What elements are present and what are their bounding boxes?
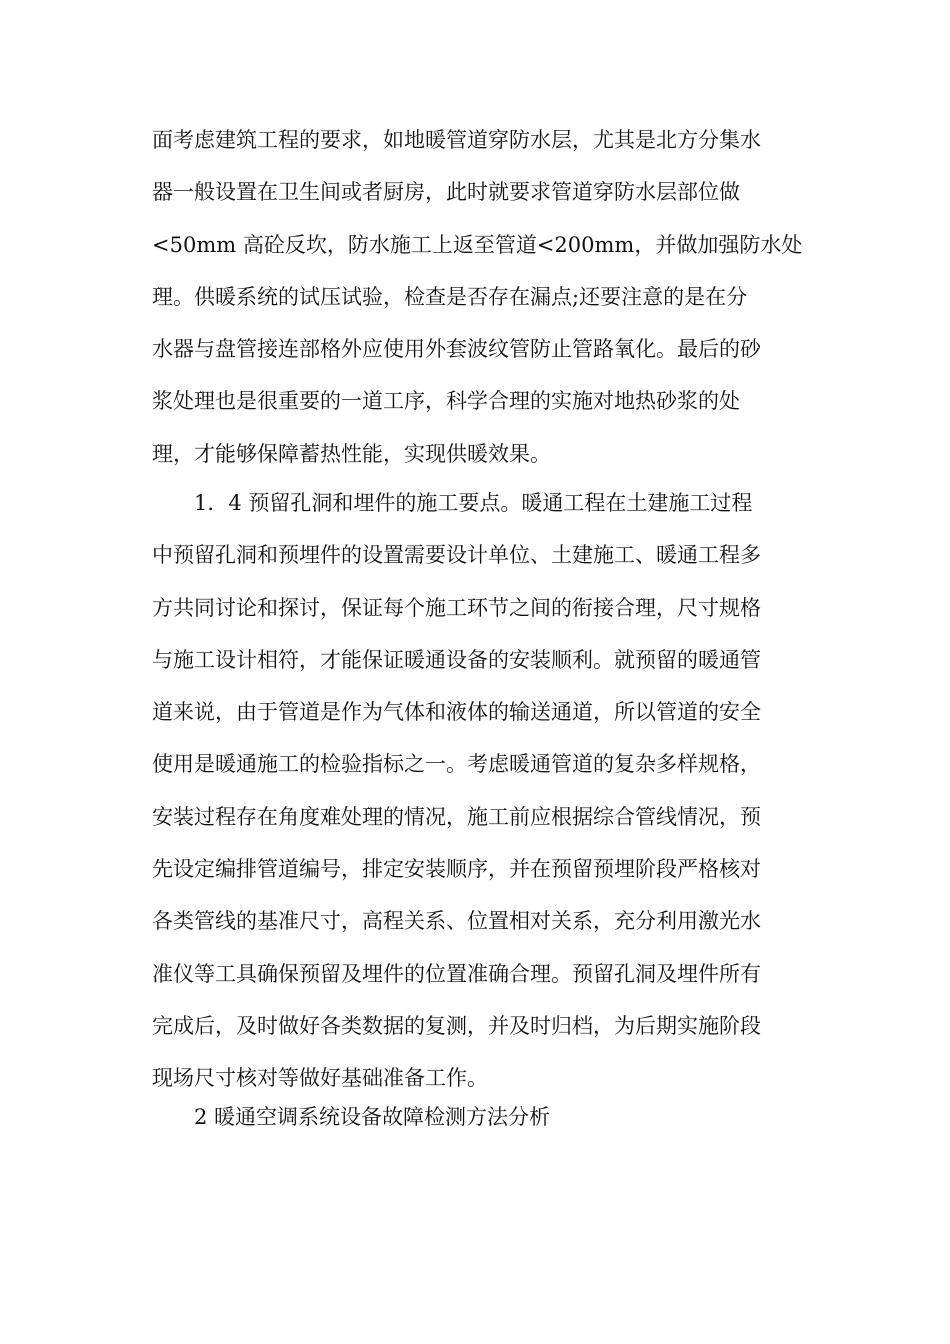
- text-line: <50mm 高砼反坎，防水施工上返至管道<200mm，并做加强防水处: [152, 232, 802, 257]
- text-line: 现场尺寸核对等做好基础准备工作。: [152, 1066, 488, 1091]
- text-line: 1．4 预留孔洞和埋件的施工要点。暖通工程在土建施工过程: [152, 491, 753, 515]
- paragraph-floor-heating-waterproofing: [152, 114, 802, 480]
- text-line: 先设定编排管道编号，排定安装顺序，并在预留预埋阶段严格核对: [152, 857, 761, 882]
- text-line: 使用是暖通施工的检验指标之一。考虑暖通管道的复杂多样规格，: [152, 752, 761, 777]
- text-line: 面考虑建筑工程的要求，如地暖管道穿防水层，尤其是北方分集水: [152, 128, 761, 152]
- text-line: 准仪等工具确保预留及埋件的位置准确合理。预留孔洞及埋件所有: [152, 961, 761, 986]
- text-line: 水器与盘管接连部格外应使用外套波纹管防止管路氧化。最后的砂: [152, 337, 761, 362]
- text-line: 理。供暖系统的试压试验，检查是否存在漏点;还要注意的是在分: [152, 284, 748, 309]
- text-line: 浆处理也是很重要的一道工序，科学合理的实施对地热砂浆的处: [152, 389, 740, 414]
- text-line: 各类管线的基准尺寸，高程关系、位置相对关系，充分利用激光水: [152, 909, 761, 934]
- paragraph-reserved-holes-and-embedded-parts: [152, 477, 802, 1105]
- text-line: 安装过程存在角度难处理的情况，施工前应根据综合管线情况，预: [152, 804, 761, 829]
- text-line: 完成后，及时做好各类数据的复测，并及时归档，为后期实施阶段: [152, 1013, 761, 1038]
- section-heading-fault-detection: [152, 1091, 802, 1143]
- text-line: 器一般设置在卫生间或者厨房，此时就要求管道穿防水层部位做: [152, 180, 740, 205]
- text-line: 中预留孔洞和预埋件的设置需要设计单位、土建施工、暖通工程多: [152, 543, 761, 568]
- text-line: 理，才能够保障蓄热性能，实现供暖效果。: [152, 441, 551, 466]
- text-line: 道来说，由于管道是作为气体和液体的输送通道，所以管道的安全: [152, 700, 761, 725]
- text-line: 与施工设计相符，才能保证暖通设备的安装顺利。就预留的暖通管: [152, 647, 761, 672]
- section-heading: 2 暖通空调系统设备故障检测方法分析: [152, 1105, 551, 1129]
- text-line: 方共同讨论和探讨，保证每个施工环节之间的衔接合理，尺寸规格: [152, 595, 761, 620]
